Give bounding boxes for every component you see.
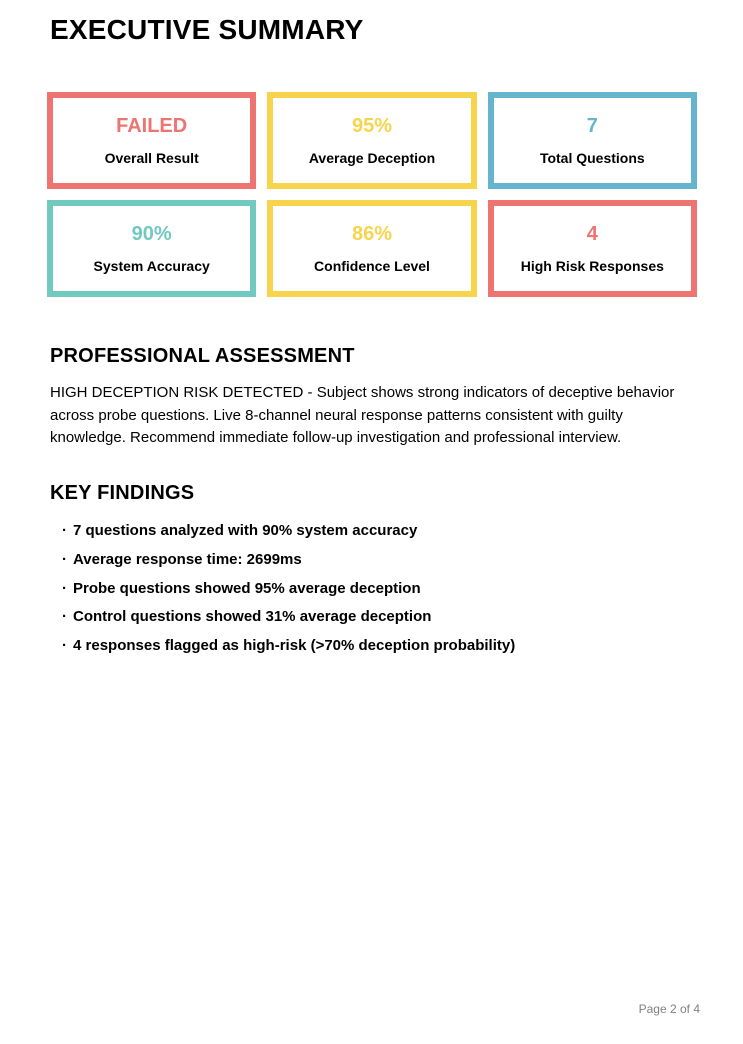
- key-finding-item: [62, 579, 515, 608]
- bullet-icon: ·: [62, 550, 67, 568]
- card-value-confidence-level: 86%: [351, 223, 392, 245]
- professional-assessment-heading: PROFESSIONAL ASSESSMENT: [50, 345, 355, 367]
- card-value-system-accuracy: 90%: [131, 223, 172, 245]
- summary-card-total-questions: [488, 92, 697, 189]
- page-title: EXECUTIVE SUMMARY: [50, 14, 364, 45]
- key-finding-text: Control questions showed 31% average deception: [73, 608, 432, 626]
- card-value-total-questions: 7: [586, 115, 598, 137]
- summary-card-average-deception: [267, 92, 476, 189]
- key-finding-text: Average response time: 2699ms: [73, 550, 302, 568]
- key-finding-text: 7 questions analyzed with 90% system accuracy: [73, 522, 418, 539]
- card-label-confidence-level: Confidence Level: [314, 258, 430, 274]
- key-finding-item: [62, 550, 515, 579]
- card-value-high-risk-responses: 4: [586, 223, 598, 245]
- bullet-icon: ·: [62, 637, 67, 654]
- page-number: Page 2 of 4: [638, 1002, 700, 1016]
- key-finding-item: [62, 636, 515, 665]
- card-label-system-accuracy: System Accuracy: [93, 258, 210, 274]
- summary-cards: [47, 92, 697, 297]
- bullet-icon: ·: [62, 579, 67, 597]
- card-label-total-questions: Total Questions: [539, 150, 645, 166]
- card-value-average-deception: 95%: [351, 115, 392, 137]
- key-findings-list: [62, 521, 515, 665]
- summary-card-high-risk-responses: [488, 200, 697, 297]
- card-label-overall-result: Overall Result: [104, 150, 199, 166]
- card-value-overall-result: FAILED: [116, 115, 188, 137]
- key-findings-heading: KEY FINDINGS: [50, 482, 195, 504]
- key-finding-text: 4 responses flagged as high-risk (>70% deception probability): [73, 637, 516, 654]
- bullet-icon: ·: [62, 608, 67, 626]
- key-finding-item: [62, 607, 515, 636]
- professional-assessment-body: HIGH DECEPTION RISK DETECTED - Subject shows strong indicators of deceptive behavior across probe questions. Live 8-channel neural response patterns consistent with guilty knowledge. Recommend immediate follow-up investigation and professional interview.: [50, 384, 675, 446]
- bullet-icon: ·: [62, 522, 67, 539]
- key-finding-text: Probe questions showed 95% average deception: [73, 579, 421, 597]
- summary-card-system-accuracy: [47, 200, 256, 297]
- card-label-average-deception: Average Deception: [308, 150, 436, 166]
- summary-card-confidence-level: [267, 200, 476, 297]
- card-label-high-risk-responses: High Risk Responses: [520, 258, 664, 274]
- key-finding-item: [62, 521, 515, 550]
- summary-card-overall-result: [47, 92, 256, 189]
